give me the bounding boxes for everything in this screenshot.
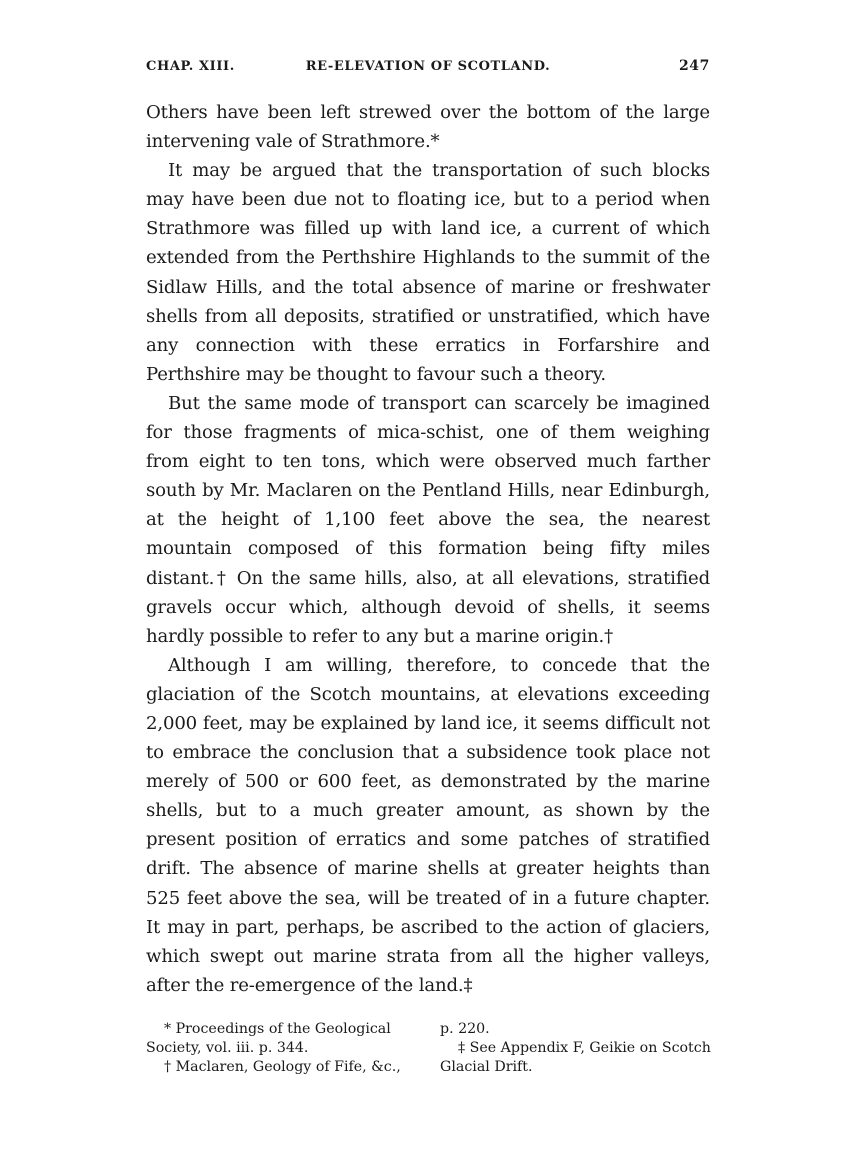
page-number: 247 (678, 58, 710, 74)
body-text (146, 98, 710, 1000)
running-head (146, 58, 710, 88)
footnotes-right-column (440, 1020, 710, 1077)
book-page (146, 58, 710, 1077)
running-title: RE-ELEVATION OF SCOTLAND. (305, 59, 551, 74)
chapter-label: CHAP. XIII. (146, 59, 235, 74)
footnote-line: p. 220. (440, 1020, 490, 1037)
paragraph: It may be argued that the transportation of such blocks may have been due not to floating ice, but to a period when Strathmore was filled up with land ice, a current of which extended from the Perthshire Highlands to the summit of the Sidlaw Hills, and the total absence of marine or freshwater shells from all deposits, stratified or unstratified, which have any connection with these erratics in Forfarshire and Perthshire may be thought to favour such a theory. (146, 160, 710, 385)
footnote-line: Society, vol. iii. p. 344. (146, 1039, 309, 1056)
footnotes-left-column (146, 1020, 426, 1077)
footnote-line: † Maclaren, Geology of Fife, &c., (164, 1058, 401, 1075)
footnote-line: * Proceedings of the Geological (164, 1020, 391, 1037)
footnote-line: ‡ See Appendix F, Geikie on Scotch (458, 1039, 711, 1056)
footnote-line: Glacial Drift. (440, 1058, 533, 1075)
paragraph: Although I am willing, therefore, to concede that the glaciation of the Scotch mountains, at elevations exceeding 2,000 feet, may be explained by land ice, it seems difficult not to embrace the conclusion that a subsidence took place not merely of 500 or 600 feet, as demonstrated by the marine shells, but to a much greater amount, as shown by the present position of erratics and some patches of stratified drift. The absence of marine shells at greater heights than 525 feet above the sea, will be treated of in a future chapter. It may in part, perhaps, be ascribed to the action of glaciers, which swept out marine strata from all the higher valleys, after the re-emergence of the land.‡ (146, 654, 710, 996)
paragraph: Others have been left strewed over the bottom of the large intervening vale of Strathmore.* (146, 102, 710, 153)
paragraph: But the same mode of transport can scarcely be imagined for those fragments of mica-schist, one of them weighing from eight to ten tons, which were observed much farther south by Mr. Maclaren on the Pentland Hills, near Edinburgh, at the height of 1,100 feet above the sea, the nearest mountain composed of this formation being fifty miles distant.† On the same hills, also, at all elevations, stratified gravels occur which, although devoid of shells, it seems hardly possible to refer to any but a marine origin.† (146, 392, 710, 647)
footnotes (146, 1020, 710, 1077)
